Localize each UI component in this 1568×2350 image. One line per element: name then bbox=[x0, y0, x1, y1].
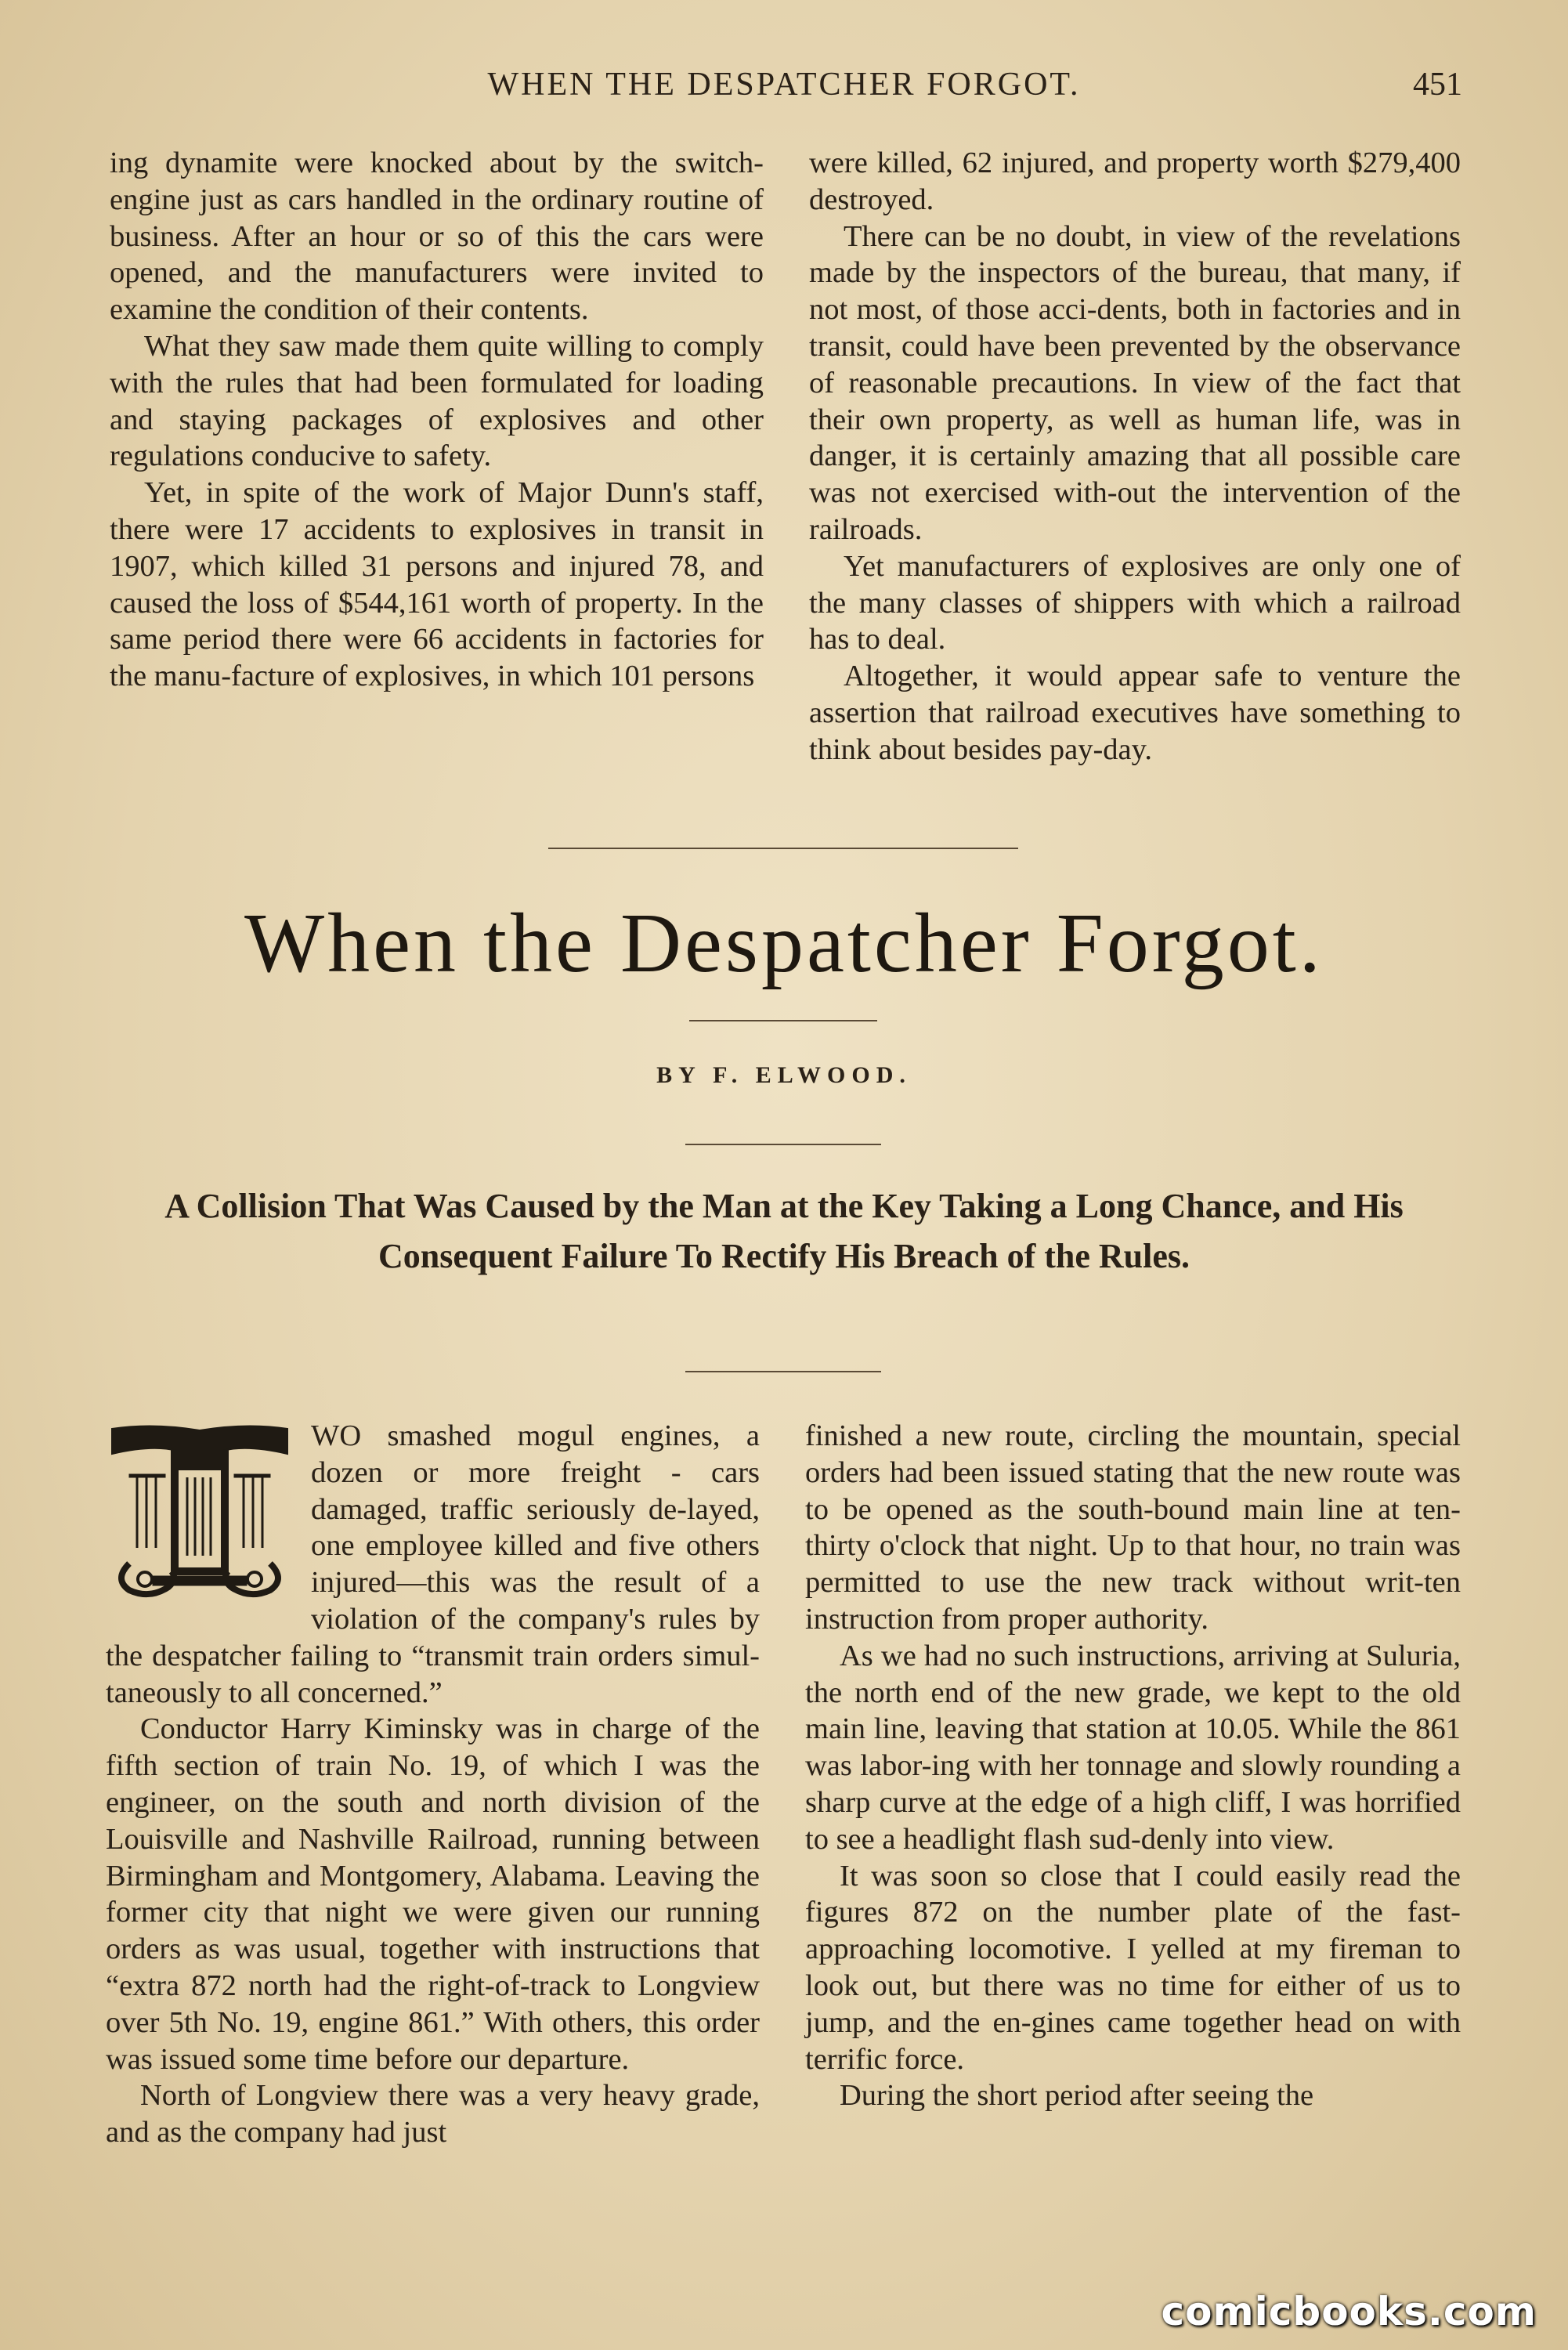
article-left-column bbox=[106, 1418, 760, 2151]
paragraph: It was soon so close that I could easily read the figures 872 on the number plate of the fast-approaching locomotive. I yelled at my fireman to look out, but there was no time for either of us to jump, and the en-gines came together head on with terrific force. bbox=[805, 1859, 1461, 2076]
byline: BY F. ELWOOD. bbox=[656, 1062, 912, 1088]
paragraph: Yet manufacturers of explosives are only one of the many classes of shippers with which a railroad has to deal. bbox=[809, 549, 1461, 656]
deck-rule bbox=[685, 1371, 881, 1372]
running-title: WHEN THE DESPATCHER FORGOT. bbox=[487, 67, 1081, 103]
paragraph: finished a new route, circling the mountain, special orders had been issued stating that the new route was to be opened as the south-bound main line at ten-thirty o'clock that night. Up to that hour, no train was permitted to use the new track without writ-ten instruction from proper authority. bbox=[805, 1419, 1461, 1636]
article-title: When the Despatcher Forgot. bbox=[244, 897, 1324, 990]
title-rule bbox=[689, 1020, 877, 1021]
paragraph: There can be no doubt, in view of the revelations made by the inspectors of the bureau, that many, if not most, of those acci-dents, both in factories and in transit, could have been prevented by the observance of reasonable precautions. In view of the fact that their own property, as well as human life, was in danger, it is certainly amazing that all possible care was not exercised with-out the intervention of the railroads. bbox=[809, 219, 1461, 546]
drop-cap-t-icon bbox=[106, 1423, 294, 1603]
paragraph: As we had no such instructions, arriving at Suluria, the north end of the new grade, we kept to the old main line, leaving that station at 10.05. While the 861 was labor-ing with her tonnage and slowly rounding a sharp curve at the edge of a high cliff, I was horrified to see a headlight flash sud-denly into view. bbox=[805, 1639, 1461, 1856]
page-number: 451 bbox=[1413, 67, 1462, 103]
section-divider bbox=[548, 848, 1018, 849]
paragraph: were killed, 62 injured, and property worth $279,400 destroyed. bbox=[809, 146, 1461, 216]
byline-rule bbox=[685, 1144, 881, 1145]
paragraph: ing dynamite were knocked about by the switch-engine just as cars handled in the ordinary routine of business. After an hour or so of this the cars were opened, and the manufacturers were invited to examine the condition of their contents. bbox=[110, 146, 764, 327]
paragraph: During the short period after seeing the bbox=[840, 2079, 1314, 2113]
prev-article-left-column bbox=[110, 145, 764, 695]
paragraph: Conductor Harry Kiminsky was in charge of the fifth section of train No. 19, of which I was the engineer, on the south and north division of the Louisville and Nashville Railroad, running between Birmingham and Montgomery, Alabama. Leaving the former city that night we were given our running orders as was usual, together with instructions that “extra 872 north had the right-of-track to Longview over 5th No. 19, engine 861.” With others, this order was issued some time before our departure. bbox=[106, 1712, 760, 2076]
article-deck: A Collision That Was Caused by the Man at the Key Taking a Long Chance, and His Consequent Failure To Rectify His Breach of the Rules. bbox=[164, 1187, 1404, 1275]
paragraph: North of Longview there was a very heavy grade, and as the company had just bbox=[106, 2079, 760, 2149]
article-right-column bbox=[805, 1418, 1461, 2114]
watermark: comicbooks.com bbox=[1161, 2289, 1537, 2334]
running-head bbox=[0, 61, 1568, 108]
paragraph: Yet, in spite of the work of Major Dunn's staff, there were 17 accidents to explosives in transit in 1907, which killed 31 persons and injured 78, and caused the loss of $544,161 worth of property. In the same period there were 66 accidents in factories for the manu-facture of explosives, in which 101 persons bbox=[110, 476, 764, 693]
prev-article-right-column bbox=[809, 145, 1461, 768]
paragraph: What they saw made them quite willing to comply with the rules that had been formulated for loading and staying packages of explosives and other regulations conducive to safety. bbox=[110, 329, 764, 473]
paragraph: WO smashed mogul engines, a dozen or more freight - cars damaged, traffic seriously de-layed, one employee killed and five others injured—this was the result of a violation of the company's rules by the despatcher failing to “transmit train orders simul-taneously to all concerned.” bbox=[106, 1419, 760, 1709]
paragraph: Altogether, it would appear safe to venture the assertion that railroad executives have something to think about besides pay-day. bbox=[809, 660, 1461, 766]
